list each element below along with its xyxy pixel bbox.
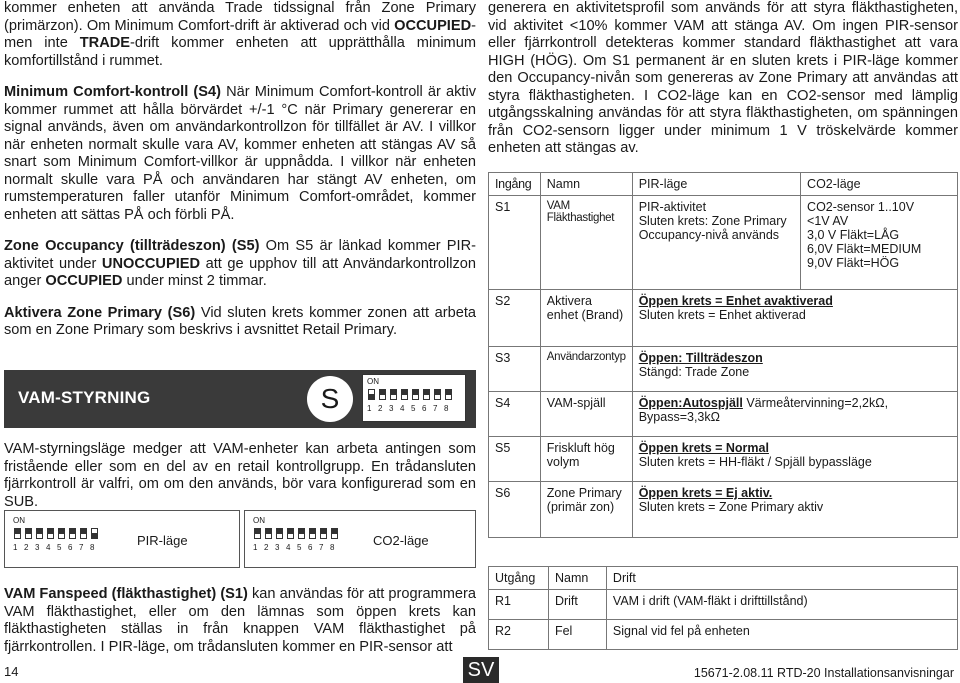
paragraph-trade: kommer enheten att använda Trade tidssignal från Zone Primary (primärzon). Om Minimum Comfort-drift är aktiverad och vid OCCUPIED- men inte TRADE-drift kommer enheten att upprätthålla minimum komfortillstånd i rummet. bbox=[4, 0, 476, 69]
paragraph-fanspeed-continued: generera en aktivitetsprofil som används för att styra fläkthastigheten, vid aktivitet <10% kommer VAM att stänga AV. Om ingen PIR-sensor eller fjärrkontroll detekteras kommer standard fläkthastighet att vara HIGH (HÖG). Om S1 permanent är en sluten krets i PIR-läge kommer den Occupancy-nivån som genereras av Zone Primary att användas att styra fläkthastigheten. I CO2-läge kan en CO2-sensor med lämplig utgångsskalning användas för att styra fläkthastigheten, om spänningen från CO2-sensorn ligger under minimum 1 V tröskelvärde kommer enheten att stängas av. bbox=[488, 0, 958, 156]
heading-min-comfort: Minimum Comfort-kontroll (S4) bbox=[4, 84, 221, 100]
dip-switch-8 bbox=[445, 389, 452, 400]
dip-switch-4 bbox=[401, 389, 408, 400]
language-tab: SV bbox=[463, 657, 499, 683]
paragraph-min-comfort: Minimum Comfort-kontroll (S4) När Minimum Comfort-kontroll är aktiv kommer rummet att hålla börvärdet +/-1 °C när Primary genererar en signal används, även om användarkontrollzon för tillfället är AV. I villkor när enheten normalt skulle vara AV, kommer enheten att stängas AV så snart som Minimum Comfort-villkor är uppnådda. I villkor när enheten normalt skulle vara PÅ och användaren har stängt AV enheten, om rumstemperaturen faller utanför Minimum Comfort-området, kommer enheten att sättas PÅ och förbli PÅ. bbox=[4, 84, 476, 223]
heading-vam-fanspeed: VAM Fanspeed (fläkthastighet) (S1) bbox=[4, 586, 248, 602]
output-table-header: Utgång Namn Drift bbox=[489, 567, 958, 590]
input-table-header: Ingång Namn PIR-läge CO2-läge bbox=[489, 173, 958, 196]
heading-zone-occupancy: Zone Occupancy (tillträdeszon) (S5) bbox=[4, 238, 260, 254]
switch-s-badge: S bbox=[307, 376, 353, 422]
pir-mode-box bbox=[4, 510, 240, 568]
pir-mode-label: PIR-läge bbox=[137, 533, 188, 548]
input-table bbox=[488, 172, 958, 538]
table-row: R2 Fel Signal vid fel på enheten bbox=[489, 620, 958, 650]
paragraph-vam-fanspeed: VAM Fanspeed (fläkthastighet) (S1) kan användas för att programmera VAM fläkthastighet, eller om den lämnas som öppen krets kan fläkthastigheten ställas in från knappen VAM fläkthastighet på fjärrkontrollen. I PIR-läge, om trådansluten kommer en PIR-sensor att bbox=[4, 586, 476, 655]
dip-switch-2 bbox=[379, 389, 386, 400]
pir-dip-switch: ON 1 2 3 4 5 6 7 8 bbox=[9, 514, 107, 560]
table-row: R1 Drift VAM i drift (VAM-fläkt i drifttillstånd) bbox=[489, 590, 958, 620]
table-row: S1 VAM Fläkthastighet PIR-aktivitet Sluten krets: Zone Primary Occupancy-nivå används CO2-sensor 1..10V <1V AV 3,0 V Fläkt=LÅG 6,0V Fläkt=MEDIUM 9,0V Fläkt=HÖG bbox=[489, 196, 958, 290]
table-row: S5 Friskluft hög volym Öppen krets = Normal Sluten krets = HH-fläkt / Spjäll bypassläge bbox=[489, 437, 958, 482]
table-row: S6 Zone Primary (primär zon) Öppen krets = Ej aktiv. Sluten krets = Zone Primary aktiv bbox=[489, 482, 958, 538]
left-column bbox=[4, 0, 476, 683]
table-row: S4 VAM-spjäll Öppen:Autospjäll Värmeåtervinning=2,2kΩ, Bypass=3,3kΩ bbox=[489, 392, 958, 437]
paragraph-zone-occupancy: Zone Occupancy (tillträdeszon) (S5) Om S5 är länkad kommer PIR-aktivitet under UNOCCUPIED att ge upphov till att Användarkontrollzon anger OCCUPIED under minst 2 timmar. bbox=[4, 238, 476, 289]
vam-section-title: VAM-STYRNING bbox=[18, 388, 151, 407]
dip-switch-7 bbox=[434, 389, 441, 400]
co2-mode-box bbox=[244, 510, 476, 568]
document-id: 15671-2.08.11 RTD-20 Installationsanvisningar bbox=[693, 666, 954, 680]
table-row: S2 Aktivera enhet (Brand) Öppen krets = Enhet avaktiverad Sluten krets = Enhet aktiverad bbox=[489, 290, 958, 347]
co2-mode-label: CO2-läge bbox=[373, 533, 429, 548]
vam-section-banner bbox=[4, 370, 476, 428]
paragraph-zone-primary: Aktivera Zone Primary (S6) Vid sluten krets kommer zonen att arbeta som en Zone Primary som beskrivs i avsnittet Retail Primary. bbox=[4, 304, 476, 338]
dip-on-label: ON bbox=[367, 377, 379, 386]
dip-switch-1 bbox=[368, 389, 375, 400]
output-table bbox=[488, 566, 958, 650]
heading-zone-primary: Aktivera Zone Primary (S6) bbox=[4, 304, 196, 321]
dip-switch-6 bbox=[423, 389, 430, 400]
co2-dip-switch: ON 1 2 3 4 5 6 7 8 bbox=[249, 514, 347, 560]
dip-switch-5 bbox=[412, 389, 419, 400]
right-column bbox=[488, 0, 958, 683]
mode-diagrams bbox=[4, 510, 476, 570]
dip-switch-diagram bbox=[362, 374, 466, 422]
page-number: 14 bbox=[4, 664, 19, 679]
paragraph-vam-mode: VAM-styrningsläge medger att VAM-enheter kan arbeta antingen som fristående eller som en del av en retail kontrollgrupp. En trådansluten fjärrkontroll är valfri, om om den används, bör vara konfigurerad som en SUB. bbox=[4, 441, 476, 510]
dip-numbers: 1 2 3 4 5 6 7 8 bbox=[367, 404, 449, 413]
table-row: S3 Användarzontyp Öppen: Tillträdeszon Stängd: Trade Zone bbox=[489, 347, 958, 392]
dip-switch-3 bbox=[390, 389, 397, 400]
